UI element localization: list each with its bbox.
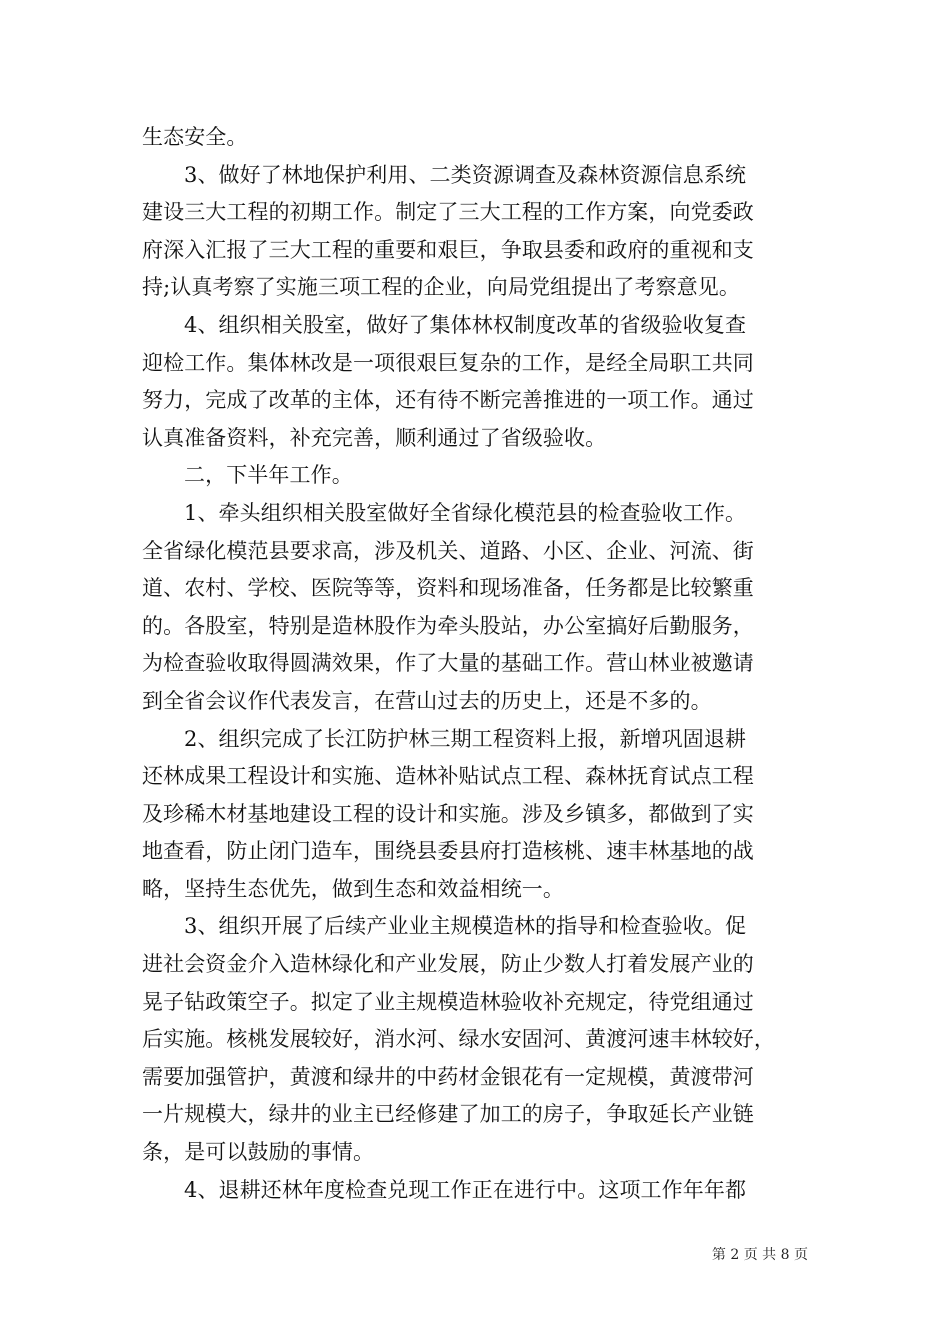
- text-line: 建设三大工程的初期工作。制定了三大工程的工作方案，向党委政: [142, 200, 754, 225]
- text-line: 认真准备资料，补充完善，顺利通过了省级验收。: [142, 425, 607, 450]
- page-number-footer: 第 2 页 共 8 页: [711, 1247, 808, 1263]
- text-line: 4、组织相关股室，做好了集体林权制度改革的省级验收复查: [184, 312, 747, 337]
- text-line: 到全省会议作代表发言，在营山过去的历史上，还是不多的。: [142, 688, 712, 713]
- text-line: 进社会资金介入造林绿化和产业发展，防止少数人打着发展产业的: [142, 952, 754, 977]
- text-line: 生态安全。: [142, 125, 248, 149]
- text-line: 持;认真考察了实施三项工程的企业，向局党组提出了考察意见。: [142, 275, 740, 300]
- text-line: 道、农村、学校、医院等等，资料和现场准备，任务都是比较繁重: [142, 576, 754, 601]
- text-line: 4、退耕还林年度检查兑现工作正在进行中。这项工作年年都: [184, 1177, 747, 1202]
- text-line: 迎检工作。集体林改是一项很艰巨复杂的工作，是经全局职工共同: [142, 350, 754, 375]
- text-line: 3、组织开展了后续产业业主规模造林的指导和检查验收。促: [184, 914, 747, 939]
- text-line: 及珍稀木材基地建设工程的设计和实施。涉及乡镇多，都做到了实: [142, 801, 754, 826]
- text-line: 为检查验收取得圆满效果，作了大量的基础工作。营山林业被邀请: [142, 651, 754, 676]
- text-line: 府深入汇报了三大工程的重要和艰巨，争取县委和政府的重视和支: [142, 237, 754, 262]
- text-line: 晃子钻政策空子。拟定了业主规模造林验收补充规定，待党组通过: [142, 989, 754, 1014]
- text-line: 3、做好了林地保护利用、二类资源调查及森林资源信息系统: [184, 162, 747, 187]
- text-line: 一片规模大，绿井的业主已经修建了加工的房子，争取延长产业链: [142, 1102, 754, 1127]
- text-line: 2、组织完成了长江防护林三期工程资料上报，新增巩固退耕: [184, 726, 747, 751]
- text-line: 全省绿化模范县要求高，涉及机关、道路、小区、企业、河流、街: [142, 538, 754, 563]
- text-line: 地查看，防止闭门造车，围绕县委县府打造核桃、速丰林基地的战: [142, 839, 754, 864]
- text-line: 略，坚持生态优先，做到生态和效益相统一。: [142, 876, 564, 901]
- text-line: 的。各股室，特别是造林股作为牵头股站，办公室搞好后勤服务，: [142, 613, 754, 638]
- text-line: 还林成果工程设计和实施、造林补贴试点工程、森林抚育试点工程: [142, 764, 754, 789]
- section-heading: 二，下半年工作。: [184, 463, 353, 488]
- text-line: 1、牵头组织相关股室做好全省绿化模范县的检查验收工作。: [184, 500, 747, 525]
- text-line: 需要加强管护，黄渡和绿井的中药材金银花有一定规模，黄渡带河: [142, 1064, 754, 1089]
- text-line: 努力，完成了改革的主体，还有待不断完善推进的一项工作。通过: [142, 388, 754, 413]
- text-line: 条，是可以鼓励的事情。: [142, 1140, 375, 1165]
- text-line: 后实施。核桃发展较好，消水河、绿水安固河、黄渡河速丰林较好，: [142, 1027, 775, 1052]
- document-body: [142, 119, 810, 1209]
